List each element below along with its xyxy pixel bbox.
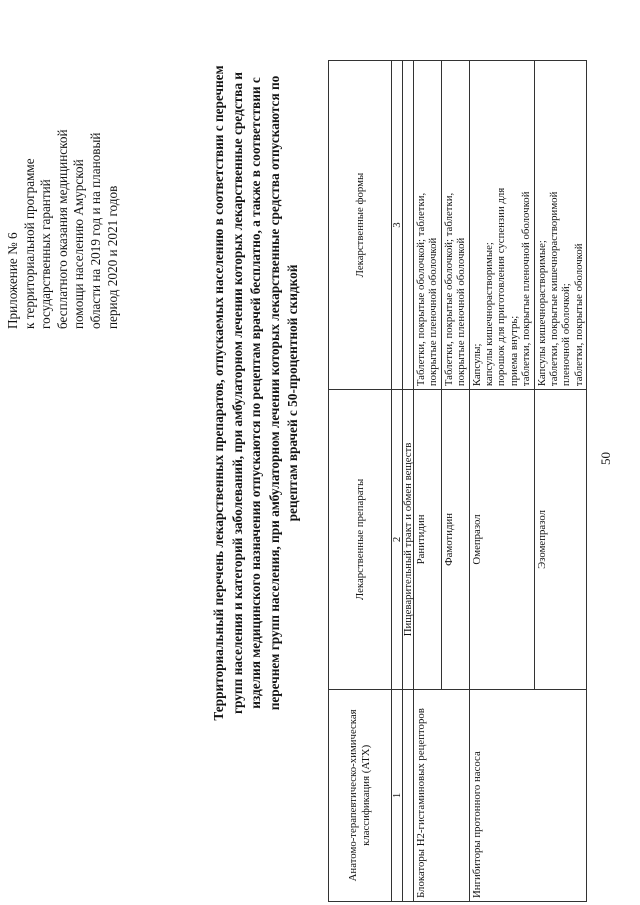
appendix-line: Приложение № 6 bbox=[5, 232, 20, 329]
form-line: таблетки, покрытые оболочкой bbox=[572, 243, 585, 387]
header-forms: Лекарственные формы bbox=[329, 61, 392, 390]
appendix-line: государственных гарантий bbox=[38, 179, 54, 329]
form-line: пленочной оболочкой; bbox=[560, 283, 573, 387]
page-number: 50 bbox=[598, 452, 613, 465]
medicines-table bbox=[328, 60, 587, 902]
section-blank bbox=[403, 61, 414, 390]
drug-cell: Фамотидин bbox=[441, 390, 469, 690]
form-line: Капсулы; bbox=[470, 343, 483, 387]
appendix-line: бесплатного оказания медицинской bbox=[54, 129, 70, 329]
form-line: капсулы кишечнорастворимые; bbox=[483, 242, 496, 387]
column-number-row bbox=[392, 61, 403, 902]
forms-cell bbox=[534, 61, 587, 390]
table-row bbox=[414, 61, 442, 902]
header-atc: Анатомо-терапевтическо-химическая классификация (АТХ) bbox=[329, 689, 392, 901]
drug-cell: Эзомепразол bbox=[534, 390, 587, 690]
form-line: Капсулы кишечнорастворимые; bbox=[535, 240, 548, 387]
appendix-line: период 2020 и 2021 годов bbox=[104, 185, 120, 329]
appendix-line: помощи населению Амурской bbox=[71, 159, 87, 329]
table-row bbox=[469, 61, 534, 902]
drug-cell: Омепразол bbox=[469, 390, 534, 690]
atc-cell: Ингибиторы протонного насоса bbox=[469, 689, 587, 901]
title-line: изделия медицинского назначения отпускаются по рецептам врачей бесплатно, а также в соответствии с bbox=[248, 77, 264, 709]
forms-cell bbox=[441, 61, 469, 390]
section-blank bbox=[403, 689, 414, 901]
appendix-line: к территориальной программе bbox=[21, 158, 37, 329]
appendix-line: области на 2019 год и на плановый bbox=[87, 132, 103, 329]
appendix-header bbox=[5, 0, 121, 329]
form-line: порошок для приготовления суспензии для bbox=[495, 187, 508, 387]
column-number: 3 bbox=[392, 61, 403, 390]
section-row bbox=[403, 61, 414, 902]
title-line: рецептам врачей с 50-процентной скидкой bbox=[285, 264, 301, 522]
title-line: перечнем групп населения, при амбулаторном лечении которых лекарственные средства отпускаются по bbox=[266, 75, 282, 711]
form-line: приема внутрь; bbox=[507, 315, 520, 387]
form-line: Таблетки, покрытые оболочкой; таблетки, bbox=[415, 192, 427, 387]
header-drugs: Лекарственные препараты bbox=[329, 390, 392, 690]
section-title: Пищеварительный тракт и обмен веществ bbox=[403, 390, 414, 690]
document-title bbox=[210, 13, 303, 773]
column-number: 2 bbox=[392, 390, 403, 690]
column-number: 1 bbox=[392, 689, 403, 901]
form-line: покрытые пленочной оболочкой bbox=[427, 237, 440, 387]
form-line: таблетки, покрытые кишечнорастворимой bbox=[548, 191, 561, 387]
forms-cell bbox=[414, 61, 442, 390]
title-line: Территориальный перечень лекарственных препаратов, отпускаемых населению в соответствии с перечнем bbox=[211, 65, 226, 721]
form-line: покрытые пленочной оболочкой bbox=[455, 237, 468, 387]
header-row bbox=[329, 61, 392, 902]
form-line: Таблетки, покрытые оболочкой; таблетки, bbox=[442, 192, 455, 387]
forms-cell bbox=[469, 61, 534, 390]
form-line: таблетки, покрытые пленочной оболочкой bbox=[520, 191, 533, 387]
atc-cell: Блокаторы H2-гистаминовых рецепторов bbox=[414, 689, 470, 901]
title-line: групп населения и категорий заболеваний, при амбулаторном лечении которых лекарственные средства и bbox=[229, 72, 245, 714]
drug-cell: Ранитидин bbox=[414, 390, 442, 690]
